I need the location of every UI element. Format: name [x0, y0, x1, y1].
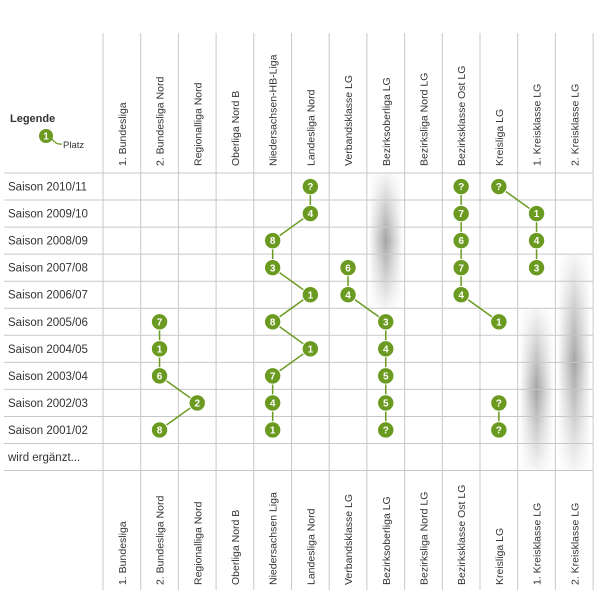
placement-badge: [491, 395, 507, 411]
league-header: Regionalliga Nord: [192, 82, 205, 166]
league-header: Bezirksklasse Ost LG: [456, 65, 469, 166]
league-header: Bezirksliga Nord LG: [418, 72, 431, 166]
badge-number: 2: [194, 398, 201, 410]
placement-badge: [189, 395, 205, 411]
league-footer: Bezirksoberliga LG: [380, 496, 393, 585]
badge-number: 6: [156, 371, 163, 383]
badge-number: 1: [156, 344, 163, 356]
placement-badge: [264, 259, 280, 275]
season-label: Saison 2010/11: [8, 181, 88, 194]
placement-badge: [151, 314, 167, 330]
placement-badge: [340, 287, 356, 303]
league-footer: 1. Bundesliga: [116, 521, 129, 585]
league-footer: Niedersachsen Liga: [267, 492, 280, 585]
badge-number: 8: [269, 236, 276, 248]
legend: [10, 113, 84, 151]
league-footer: Bezirksliga Nord LG: [418, 491, 431, 585]
league-footer: Regionalliga Nord: [192, 501, 205, 585]
league-footer: Landesliga Nord: [305, 508, 318, 585]
placement-badge: [491, 422, 507, 438]
season-label: Saison 2009/10: [8, 208, 88, 221]
placement-badge: [453, 259, 469, 275]
league-header: Oberliga Nord B: [229, 90, 242, 166]
placement-badge: [302, 205, 318, 221]
badge-number: 8: [269, 317, 276, 329]
placement-badge: [302, 178, 318, 194]
placement-badge: [302, 287, 318, 303]
league-footer: 2. Bundesliga Nord: [154, 495, 167, 585]
badge-number: ?: [495, 425, 502, 437]
season-label: Saison 2001/02: [8, 424, 88, 437]
badge-number: ?: [307, 182, 314, 194]
badge-number: 3: [382, 317, 389, 329]
badge-number: 4: [533, 236, 540, 248]
badge-number: 1: [496, 317, 502, 329]
season-label: Saison 2007/08: [8, 262, 88, 275]
legend-badge-number: 1: [43, 131, 49, 143]
league-header: Bezirksoberliga LG: [380, 77, 393, 166]
badge-number: 6: [458, 236, 464, 248]
placement-badge: [378, 368, 394, 384]
badge-number: 4: [382, 344, 389, 356]
league-header: 2. Bundesliga Nord: [154, 76, 167, 166]
season-label: Saison 2008/09: [8, 235, 88, 248]
legend-title: Legende: [10, 113, 56, 125]
placement-badge: [378, 314, 394, 330]
league-footer: 2. Kreisklasse LG: [569, 502, 582, 585]
badge-number: 7: [156, 317, 163, 329]
badge-number: 7: [269, 371, 276, 383]
legend-label: Platz: [63, 140, 85, 151]
league-header: 1. Kreisklasse LG: [531, 83, 544, 166]
season-label: wird ergänzt...: [8, 452, 81, 465]
placement-badge: [453, 287, 469, 303]
badge-number: 5: [382, 371, 389, 383]
placement-badge: [528, 205, 544, 221]
placement-badge: [151, 341, 167, 357]
badge-number: 1: [269, 425, 276, 437]
league-footer: Bezirksklasse Ost LG: [456, 484, 469, 585]
placement-badge: [528, 259, 544, 275]
league-headers-top: [117, 54, 581, 166]
season-label: Saison 2002/03: [8, 397, 88, 410]
badge-number: 4: [269, 398, 276, 410]
season-label: Saison 2003/04: [8, 370, 88, 383]
league-header: 1. Bundesliga: [116, 102, 129, 166]
badge-number: ?: [382, 425, 389, 437]
badge-number: 3: [533, 263, 540, 275]
placement-badge: [491, 314, 507, 330]
badge-number: 5: [382, 398, 389, 410]
legend-connector: [52, 139, 62, 144]
league-footer: Verbandsklasse LG: [343, 493, 356, 585]
placement-badge: [264, 395, 280, 411]
placement-badge: [453, 205, 469, 221]
league-footer: 1. Kreisklasse LG: [531, 502, 544, 585]
league-header: Niedersachsen-HB-Liga: [267, 54, 280, 166]
league-header: 2. Kreisklasse LG: [569, 83, 582, 166]
badge-number: ?: [495, 182, 502, 194]
season-label: Saison 2004/05: [8, 343, 88, 356]
placement-badge: [453, 178, 469, 194]
league-header: Verbandsklasse LG: [343, 74, 356, 166]
badge-number: 7: [458, 263, 464, 275]
badge-number: 1: [533, 209, 540, 221]
season-label: Saison 2005/06: [8, 316, 88, 329]
gap-fade: [369, 173, 403, 308]
badge-number: ?: [495, 398, 502, 410]
placement-badge: [340, 259, 356, 275]
season-label: Saison 2006/07: [8, 289, 88, 302]
placement-badge: [151, 422, 167, 438]
placement-badge: [264, 314, 280, 330]
placement-badge: [264, 422, 280, 438]
league-footer: Kreisliga LG: [493, 527, 506, 585]
badge-number: 1: [307, 290, 314, 302]
placement-badge: [453, 232, 469, 248]
league-headers-bottom: [117, 485, 581, 585]
badge-number: 6: [345, 263, 351, 275]
badge-number: 7: [458, 209, 464, 221]
placement-badge: [491, 178, 507, 194]
badge-number: 3: [269, 263, 276, 275]
placement-badge: [302, 341, 318, 357]
placement-badge: [378, 341, 394, 357]
placement-badge: [378, 395, 394, 411]
badge-number: 1: [307, 344, 314, 356]
badge-number: 4: [307, 209, 314, 221]
placement-badge: [378, 422, 394, 438]
placement-badge: [151, 368, 167, 384]
placement-badge: [264, 232, 280, 248]
badge-number: 4: [458, 290, 464, 302]
placement-badge: [264, 368, 280, 384]
badge-number: ?: [458, 182, 465, 194]
league-footer: Oberliga Nord B: [229, 509, 242, 585]
league-header: Kreisliga LG: [493, 108, 506, 166]
season-labels: [7, 182, 89, 465]
league-header: Landesliga Nord: [305, 89, 318, 166]
badge-number: 4: [345, 290, 351, 302]
placement-badge: [528, 232, 544, 248]
badge-number: 8: [156, 425, 163, 437]
